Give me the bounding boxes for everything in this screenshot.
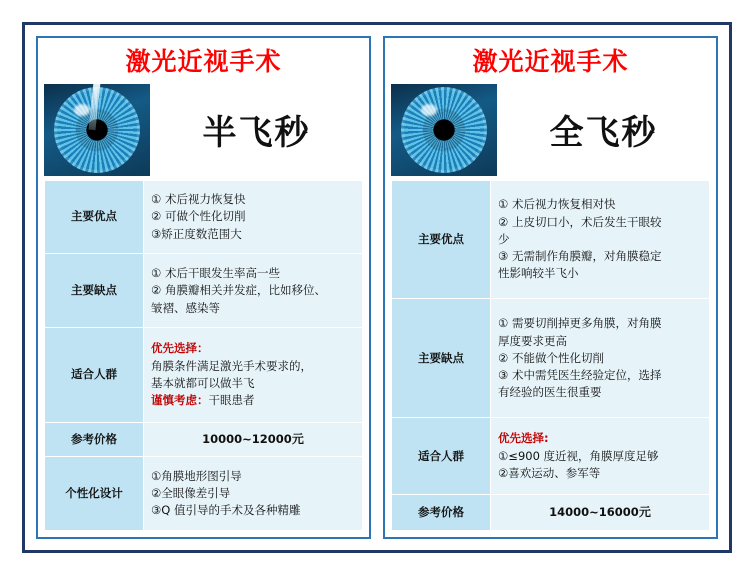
row-line: ① 术后干眼发生率高一些 bbox=[151, 266, 280, 280]
panel-full-femtosecond bbox=[383, 36, 718, 539]
row-line-highlight: 优先选择: bbox=[498, 431, 549, 446]
row-value bbox=[144, 457, 363, 531]
panel-title-right: 激光近视手术 bbox=[472, 47, 629, 76]
row-line: 有经验的医生很重要 bbox=[498, 385, 602, 400]
iris-highlight-icon bbox=[74, 104, 90, 116]
panel-half-femtosecond bbox=[36, 36, 371, 539]
row-label: 主要优点 bbox=[392, 180, 491, 299]
row-line-highlight: 优先选择： bbox=[151, 341, 209, 356]
price-value: 14000~16000 bbox=[549, 505, 639, 520]
table-row bbox=[45, 457, 363, 531]
row-label: 个性化设计 bbox=[45, 457, 144, 531]
pupil-graphic bbox=[401, 87, 487, 173]
row-value bbox=[144, 328, 363, 422]
hero-label-right: 全飞秒 bbox=[497, 84, 710, 176]
row-line: ② 角膜瓣相关并发症，比如移位、 bbox=[151, 283, 326, 298]
row-line: ③矫正度数范围大 bbox=[151, 226, 242, 241]
row-line: 少 bbox=[498, 231, 510, 246]
row-line: ②喜欢运动、参军等 bbox=[498, 465, 601, 480]
eye-laser-icon bbox=[44, 84, 150, 176]
row-line-rest: 干眼患者 bbox=[208, 393, 255, 408]
row-value bbox=[491, 180, 710, 299]
table-row bbox=[392, 418, 710, 495]
hero-label-left: 半飞秒 bbox=[150, 84, 363, 176]
row-line: 皱褶、感染等 bbox=[151, 300, 220, 315]
table-row bbox=[392, 299, 710, 418]
spec-table-left bbox=[44, 180, 363, 532]
row-value bbox=[491, 418, 710, 495]
row-line: ③ 术中需凭医生经验定位，选择 bbox=[498, 368, 662, 383]
row-value-price bbox=[491, 495, 710, 531]
row-line: ③ 无需制作角膜瓣，对角膜稳定 bbox=[498, 249, 662, 264]
row-label: 主要优点 bbox=[45, 180, 144, 254]
row-line: ② 上皮切口小，术后发生干眼较 bbox=[498, 214, 662, 229]
row-line: 厚度要求更高 bbox=[498, 333, 567, 348]
price-unit: 元 bbox=[638, 505, 651, 520]
table-row bbox=[45, 180, 363, 254]
row-line: ①角膜地形图引导 bbox=[151, 468, 242, 483]
row-line: ① 需要切削掉更多角膜，对角膜 bbox=[498, 316, 662, 331]
table-row bbox=[392, 180, 710, 299]
eye-laser-icon bbox=[391, 84, 497, 176]
row-label: 主要缺点 bbox=[392, 299, 491, 418]
row-label: 适合人群 bbox=[45, 328, 144, 422]
table-row bbox=[45, 328, 363, 422]
row-line: ②全眼像差引导 bbox=[151, 485, 231, 500]
row-line: ①≤900 度近视，角膜厚度足够 bbox=[498, 448, 659, 463]
price-unit: 元 bbox=[291, 432, 304, 447]
row-value bbox=[491, 299, 710, 418]
row-value bbox=[144, 180, 363, 254]
row-line: 性影响较半飞小 bbox=[498, 266, 579, 281]
price-value: 10000~12000 bbox=[202, 432, 292, 447]
table-row bbox=[45, 422, 363, 456]
hero-left bbox=[44, 84, 363, 176]
spec-table-right bbox=[391, 180, 710, 532]
row-label: 参考价格 bbox=[392, 495, 491, 531]
row-line: 角膜条件满足激光手术要求的， bbox=[151, 358, 312, 373]
row-value-price bbox=[144, 422, 363, 456]
row-line: ② 不能做个性化切削 bbox=[498, 350, 604, 365]
panel-title-left: 激光近视手术 bbox=[125, 47, 282, 76]
row-label: 主要缺点 bbox=[45, 254, 144, 328]
row-line-highlight: 谨慎考虑： bbox=[151, 393, 209, 408]
row-line: ① 术后视力恢复快 bbox=[151, 192, 246, 207]
row-label: 参考价格 bbox=[45, 422, 144, 456]
row-line: 基本就都可以做半飞 bbox=[151, 375, 255, 390]
row-value bbox=[144, 254, 363, 328]
iris-highlight-icon bbox=[421, 104, 437, 116]
table-row bbox=[45, 254, 363, 328]
table-row bbox=[392, 495, 710, 531]
comparison-panels bbox=[36, 36, 718, 539]
hero-right bbox=[391, 84, 710, 176]
row-line: ③Q 值引导的手术及各种精雕 bbox=[151, 503, 301, 518]
row-line: ① 术后视力恢复相对快 bbox=[498, 197, 616, 212]
row-line: ② 可做个性化切削 bbox=[151, 209, 246, 224]
row-label: 适合人群 bbox=[392, 418, 491, 495]
row-line-mixed bbox=[151, 392, 355, 409]
